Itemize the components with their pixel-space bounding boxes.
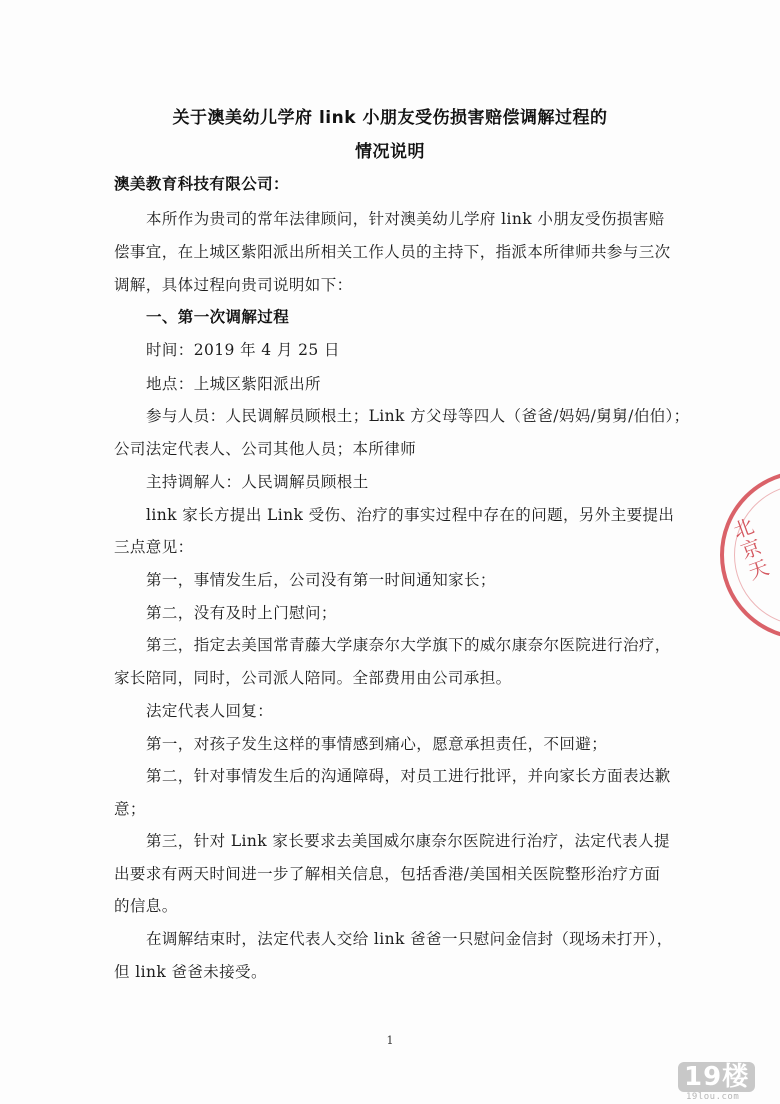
paragraph-line: 的信息。 [114, 897, 178, 915]
list-item: 第二，针对事情发生后的沟通障碍，对员工进行批评，并向家长方面表达歉 [146, 767, 671, 785]
meeting-time: 时间：2019 年 4 月 25 日 [146, 341, 340, 359]
list-item: 第一，对孩子发生这样的事情感到痛心，愿意承担责任，不回避； [146, 735, 608, 753]
watermark-badge: 19楼 [678, 1062, 755, 1092]
list-item: 第二，没有及时上门慰问； [146, 604, 337, 622]
paragraph-line: 三点意见： [114, 538, 194, 556]
paragraph-line: link 家长方提出 Link 受伤、治疗的事实过程中存在的问题，另外主要提出 [146, 506, 675, 524]
paragraph-line: 法定代表人回复： [146, 702, 274, 720]
paragraph-line: 偿事宜，在上城区紫阳派出所相关工作人员的主持下，指派本所律师共参与三次 [114, 243, 671, 261]
page-number: 1 [386, 1034, 394, 1047]
mediator: 主持调解人：人民调解员顾根土 [146, 473, 369, 491]
meeting-location: 地点：上城区紫阳派出所 [146, 375, 321, 393]
seal-text: 北 京 天 [729, 513, 773, 585]
watermark-url: 19lou.com [686, 1092, 740, 1102]
site-watermark-logo [678, 1062, 776, 1102]
paragraph-line: 在调解结束时，法定代表人交给 link 爸爸一只慰问金信封（现场未打开）， [146, 930, 673, 948]
list-item: 第三，针对 Link 家长要求去美国威尔康奈尔医院进行治疗，法定代表人提 [146, 832, 670, 850]
paragraph-line: 本所作为贵司的常年法律顾问，针对澳美幼儿学府 link 小朋友受伤损害赔 [146, 210, 665, 228]
section-heading: 一、第一次调解过程 [146, 308, 290, 326]
paragraph-line: 出要求有两天时间进一步了解相关信息，包括香港/美国相关医院整形治疗方面 [114, 865, 661, 883]
paragraph-line: 家长陪同，同时，公司派人陪同。全部费用由公司承担。 [114, 669, 512, 687]
list-item: 第一，事情发生后，公司没有第一时间通知家长； [146, 571, 496, 589]
document-title-line-2: 情况说明 [355, 142, 425, 162]
red-seal-stamp [720, 470, 780, 640]
document-title-line-1: 关于澳美幼儿学府 link 小朋友受伤损害赔偿调解过程的 [172, 108, 608, 128]
paragraph-line: 调解，具体过程向贵司说明如下： [114, 276, 353, 294]
paragraph-line: 但 link 爸爸未接受。 [114, 963, 267, 981]
addressee: 澳美教育科技有限公司： [114, 175, 289, 193]
paragraph-line: 公司法定代表人、公司其他人员；本所律师 [114, 440, 417, 458]
list-item: 第三，指定去美国常青藤大学康奈尔大学旗下的威尔康奈尔医院进行治疗， [146, 636, 671, 654]
paragraph-line: 意； [114, 800, 146, 818]
participants: 参与人员：人民调解员顾根土；Link 方父母等四人（爸爸/妈妈/舅舅/伯伯）； [146, 407, 690, 425]
